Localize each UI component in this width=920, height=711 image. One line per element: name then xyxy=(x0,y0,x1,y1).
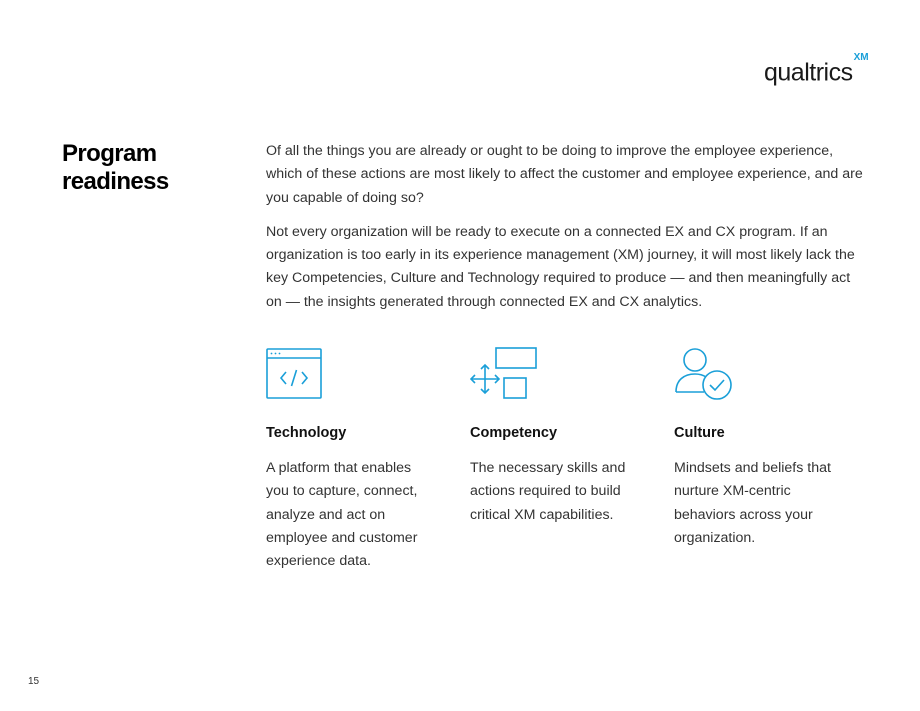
intro-paragraph-2: Not every organization will be ready to execute on a connected EX and CX program. If an organization is too early in its experience management (XM) journey, it will most likely lack the key Competencies, Culture and Technology required to produce — and then meaningfully act on — the insights generated through connected EX and CX analytics. xyxy=(266,223,855,310)
title-line-2: readiness xyxy=(62,168,169,195)
page-title xyxy=(62,140,232,196)
logo-xm-mark: XM xyxy=(853,52,869,63)
column-text: The necessary skills and actions required to build critical XM capabilities. xyxy=(470,460,626,523)
logo-wordmark: qualtrics xyxy=(764,58,853,87)
column-text: A platform that enables you to capture, connect, analyze and act on employee and customer experience data. xyxy=(266,460,418,570)
column-heading: Culture xyxy=(674,425,725,441)
column-competency xyxy=(470,347,650,523)
column-heading: Competency xyxy=(470,425,558,441)
column-text: Mindsets and beliefs that nurture XM-centric behaviors across your organization. xyxy=(674,460,831,546)
page-number: 15 xyxy=(28,676,40,687)
column-heading: Technology xyxy=(266,425,347,441)
intro-text xyxy=(266,140,866,325)
move-arrows-icon xyxy=(470,347,540,403)
code-window-icon xyxy=(266,347,326,403)
title-line-1: Program xyxy=(62,140,157,167)
column-technology xyxy=(266,347,446,570)
column-culture xyxy=(674,347,854,546)
intro-paragraph-1: Of all the things you are already or ought to be doing to improve the employee experience, which of these actions are most likely to affect the customer and employee experience, and are you capable of doing so? xyxy=(266,143,863,206)
user-check-icon xyxy=(674,347,734,403)
qualtrics-logo xyxy=(764,54,869,87)
